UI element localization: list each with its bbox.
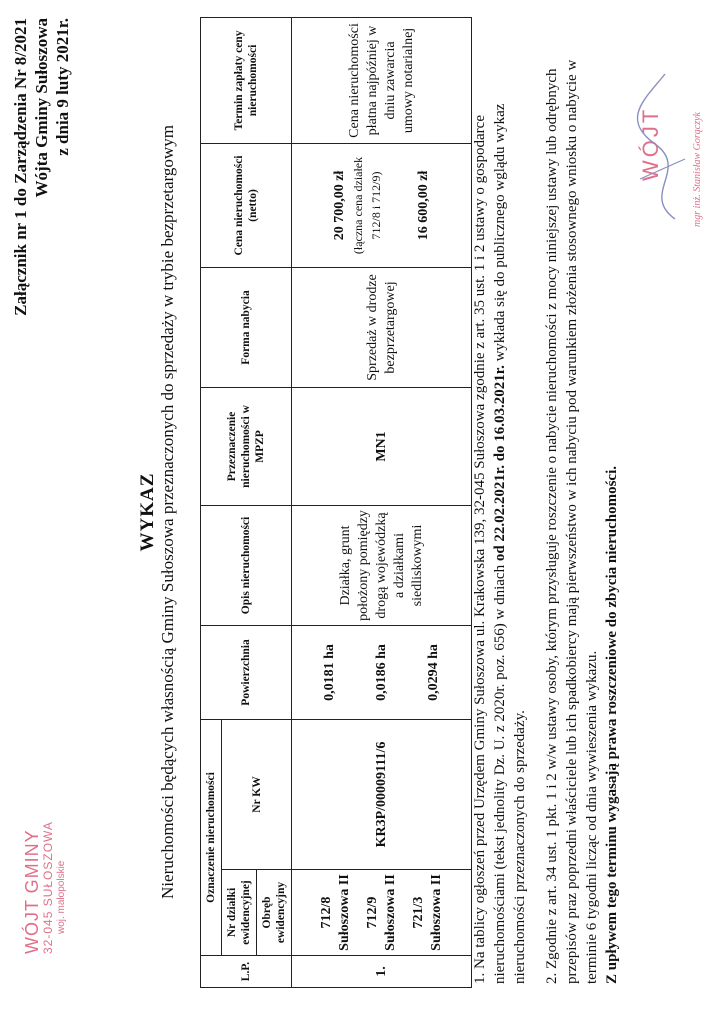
header-line-1: Załącznik nr 1 do Zarządzenia Nr 8/2021 [11,18,30,316]
header-forma: Forma nabycia [201,267,292,387]
price-1: 20 700,00 zł [331,170,347,241]
parcel-3-obreb: Sułoszowa II [428,874,444,951]
table-row [292,17,472,987]
parcel-1-nr: 712/8 [318,896,334,929]
header-przeznaczenie: Przeznaczenie nieruchomości w MPZP [201,387,292,505]
cell-przeznaczenie: MN1 [292,387,472,505]
notes-section [470,24,634,984]
stamp-line-1: WÓJT GMINY [22,829,42,954]
parcel-2-obreb: Sułoszowa II [382,874,398,951]
area-1: 0,0181 ha [321,644,337,701]
document-subtitle: Nieruchomości będących własnością Gminy Sułoszowa przeznaczonych do sprzedaży w trybie bezprzetargowym [158,125,177,899]
note-2 [542,24,622,984]
stamp-line-2: 32-045 SUŁOSZOWA [41,821,55,954]
header-powierzchnia: Powierzchnia [201,625,292,719]
header-line-3: z dnia 9 luty 2021r. [53,18,72,156]
signature-stamp-text: WÓJT [638,106,663,181]
note-2-text: 2. Zgodnie z art. 34 ust. 1 pkt. 1 i 2 w/w ustawy osoby, którym przysługuje roszczenie o nabycie nieruchomości z mocy niniejszej ustawy lub odrębnych przepisów praz poprzedni właściciele lub ich spadkobiercy mają pierwszeństwo w ich nabyciu pod warunkiem złożenia stosownego wniosku o nabycie w terminie 6 tygodni licząc od dnia wywieszenia wykazu. [544,59,600,984]
header-oznaczenie: Oznaczenie nieruchomości [201,719,222,955]
signature-name-stamp: mgr inż. Stanisław Gorączyk [692,112,703,227]
cell-dzialki [292,870,472,956]
cell-nr-kw: KR3P/00009111/6 [292,719,472,869]
wojt-stamp [22,821,68,954]
header-line-2: Wójta Gminy Sułoszowa [32,18,51,198]
stamp-line-3: woj. małopolskie [56,860,67,934]
header-lp: L.P. [201,956,292,988]
parcel-1-obreb: Sułoszowa II [336,874,352,951]
price-2: 16 600,00 zł [415,170,431,241]
note-1-text-b: wykłada się do publicznego wglądu wykaz nieruchomości przeznaczonych do sprzedaży. [492,103,528,984]
parcel-3-nr: 721/3 [410,896,426,929]
note-1 [470,24,530,984]
cell-lp: 1. [292,956,472,988]
header-nr-dzialki: Nr działki ewidencyjnej [222,870,257,956]
header-cena: Cena nieruchomości (netto) [201,143,292,267]
note-2-bold: Z upływem tego terminu wygasają prawa roszczeniowe do zbycia nieruchomości. [604,466,620,984]
header-termin: Termin zapłaty ceny nieruchomości [201,17,292,143]
area-3: 0,0294 ha [425,644,441,701]
header-obreb: Obręb ewidencyjny [257,870,292,956]
note-1-dates: od 22.02.2021r. do 16.03.2021r. [492,365,508,562]
cell-termin: Cena nieruchomości płatna najpóźniej w dniu zawarcia umowy notarialnej [292,17,472,143]
cell-opis: Działka, grunt położony pomiędzy drogą wojewódzką a działkami siedliskowymi [292,505,472,625]
signature-stamp [620,69,710,239]
parcel-2-nr: 712/9 [364,896,380,929]
header-nr-kw: Nr KW [222,719,292,869]
cell-cena [292,143,472,267]
table-header-row-1 [201,17,222,987]
note-1-text-a: 1. Na tablicy ogłoszeń przed Urzędem Gminy Sułoszowa ul. Krakowska 139, 32-045 Sułoszowa zgodnie z art. 35 ust. 1 i 2 ustawy o gospodarce nieruchomościami (tekst jednolity Dz. U. z 2020r. poz. 656) w dniach [472,115,508,984]
area-2: 0,0186 ha [373,644,389,701]
property-table [200,17,472,988]
attachment-header [10,18,73,618]
price-1-note: (łączna cena działek 712/8 i 712/9) [350,156,383,255]
document-title: WYKAZ [137,472,158,552]
header-opis: Opis nieruchomości [201,505,292,625]
cell-powierzchnia [292,625,472,719]
cell-forma: Sprzedaż w drodze bezprzetargowej [292,267,472,387]
